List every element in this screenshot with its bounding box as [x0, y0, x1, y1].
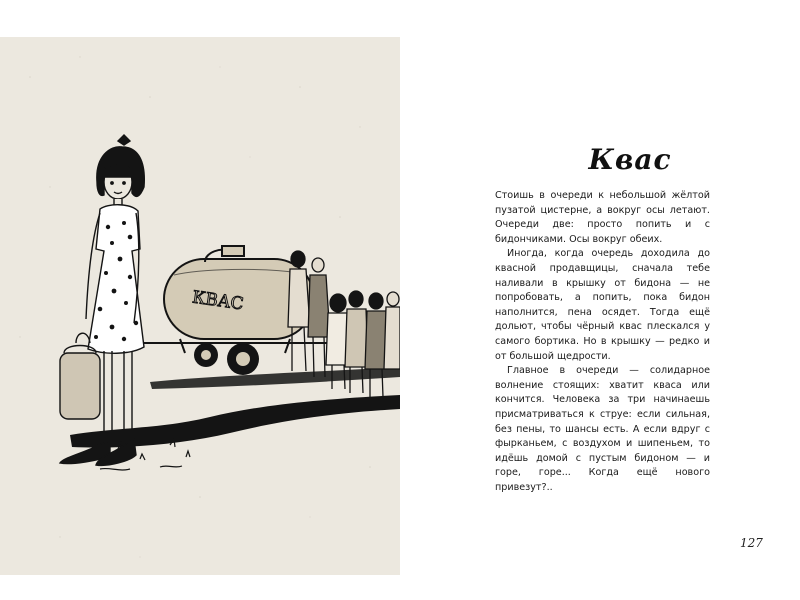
tank-label: КВАС	[190, 287, 245, 315]
paragraph: Стоишь в очереди к небольшой жёлтой пузатой цистерне, а вокруг осы летают. Очереди две: просто попить и с бидончиками. Осы вокруг обеих.	[495, 190, 710, 245]
illustration-page	[0, 37, 400, 575]
chapter-title: Квас	[588, 143, 672, 176]
paragraph: Иногда, когда очередь доходила до квасной продавщицы, сначала тебе наливали в крышку от бидона — не попробовать, а попить, пока бидон наполнится, пена осядет. Тогда ещё дольют, чтобы чёрный квас плескался у самого бортика. Но в крышку — редко и от большой щедрости.	[495, 248, 710, 362]
page-number: 127	[740, 536, 763, 550]
chapter-body	[495, 189, 710, 495]
kvass-queue-illustration	[0, 37, 400, 575]
paragraph: Главное в очереди — солидарное волнение стоящих: хватит кваса или кончится. Человека за три начинаешь присматриваться к струе: если сильная, без пены, то шансы есть. А если вдруг с фырканьем, с воздухом и шипеньем, то идёшь домой с пустым бидоном — и горе, горе... Когда ещё нового привезут?..	[495, 365, 710, 493]
tank-wheels	[194, 343, 259, 375]
text-page	[400, 37, 800, 575]
girl-figure	[60, 135, 144, 465]
